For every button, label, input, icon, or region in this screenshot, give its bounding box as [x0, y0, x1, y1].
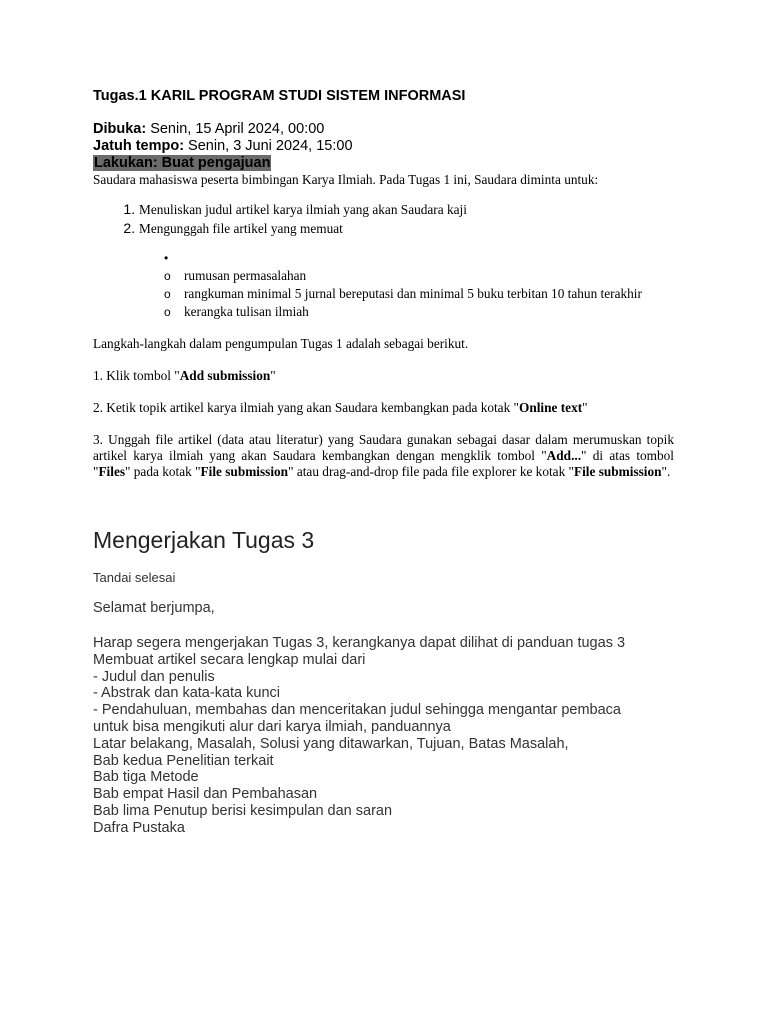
instruction-line: - Judul dan penulis [93, 668, 215, 685]
list-item-empty [93, 250, 674, 266]
bullet-open: o [164, 287, 171, 301]
instruction-line: untuk bisa mengikuti alur dari karya ilmiah, panduannya [93, 718, 451, 735]
mark-done-label: Tandai selesai [93, 570, 176, 585]
intro-paragraph: Saudara mahasiswa peserta bimbingan Karya Ilmiah. Pada Tugas 1 ini, Saudara diminta untuk: [93, 172, 599, 187]
due-label: Jatuh tempo: [93, 138, 185, 154]
text-segment: 3. Unggah file artikel (data atau literatur) yang Saudara gunakan sebagai dasar dalam merumuskan topik artikel karya ilmiah yang akan Saudara kembangkan dengan mengklik tombol " [93, 432, 674, 463]
bullet-open: o [164, 305, 171, 319]
submission-step-2 [93, 400, 674, 416]
file-submission-label: File submission [200, 464, 289, 479]
list-item: 2. Mengunggah file artikel yang memuat [139, 219, 674, 238]
steps-intro: Langkah-langkah dalam pengumpulan Tugas 1 adalah sebagai berikut. [93, 336, 469, 351]
instruction-line: Bab lima Penutup berisi kesimpulan dan saran [93, 802, 393, 819]
submission-step-3 [93, 432, 674, 480]
list-item [93, 268, 674, 284]
instruction-line: - Abstrak dan kata-kata kunci [93, 685, 280, 702]
instruction-line: Bab kedua Penelitian terkait [93, 752, 274, 769]
instruction-line: Harap segera mengerjakan Tugas 3, kerangkanya dapat dilihat di panduan tugas 3 [93, 635, 626, 651]
instruction-line: Membuat artikel secara lengkap mulai dari [93, 651, 366, 668]
assignment-title: Tugas.1 KARIL PROGRAM STUDI SISTEM INFORMASI [93, 88, 466, 104]
list-item-text: rangkuman minimal 5 jurnal bereputasi dan minimal 5 buku terbitan 10 tahun terakhir [184, 286, 642, 301]
instruction-line: Dafra Pustaka [93, 819, 185, 836]
instruction-line: Bab tiga Metode [93, 769, 199, 786]
list-item-text: kerangka tulisan ilmiah [184, 304, 309, 319]
text-segment: " [582, 400, 588, 415]
due-value: Senin, 3 Juni 2024, 15:00 [184, 138, 353, 154]
list-item [93, 286, 674, 302]
due-date [93, 138, 674, 155]
add-button-label: Add... [546, 448, 582, 463]
text-segment: " di atas tombol " [93, 448, 674, 479]
file-submission-label: File submission [573, 464, 662, 479]
instruction-line: - Pendahuluan, membahas dan menceritakan judul sehingga mengantar pembaca [93, 702, 621, 719]
bullet-filled: • [164, 251, 169, 265]
task-steps-list [93, 200, 674, 238]
document-page [93, 86, 674, 837]
action-label: Lakukan: Buat pengajuan [94, 155, 271, 171]
text-segment: " atau drag-and-drop file pada file explorer ke kotak " [288, 464, 574, 479]
list-item-text: rumusan permasalahan [184, 268, 307, 283]
greeting: Selamat berjumpa, [93, 600, 215, 616]
text-segment: ". [661, 464, 671, 479]
text-segment: 2. Ketik topik artikel karya ilmiah yang akan Saudara kembangkan pada kotak " [93, 400, 519, 415]
opened-value: Senin, 15 April 2024, 00:00 [146, 121, 325, 137]
add-submission-label: Add submission [179, 368, 271, 383]
instruction-line: Latar belakang, Masalah, Solusi yang ditawarkan, Tujuan, Batas Masalah, [93, 735, 569, 752]
task3-instructions [93, 635, 674, 837]
list-item: 1. Menuliskan judul artikel karya ilmiah yang akan Saudara kaji [139, 200, 674, 219]
text-segment: " [270, 368, 276, 383]
list-item [93, 304, 674, 320]
opened-date [93, 121, 674, 138]
text-segment: " pada kotak " [125, 464, 201, 479]
opened-label: Dibuka: [93, 121, 147, 137]
text-segment: 1. Klik tombol " [93, 368, 180, 383]
files-button-label: Files [98, 464, 126, 479]
instruction-line: Bab empat Hasil dan Pembahasan [93, 786, 318, 803]
action-line [93, 155, 674, 172]
online-text-label: Online text [519, 400, 583, 415]
submission-step-1 [93, 368, 674, 384]
bullet-open: o [164, 269, 171, 283]
task3-heading: Mengerjakan Tugas 3 [93, 527, 315, 553]
article-contents-list [93, 250, 674, 320]
